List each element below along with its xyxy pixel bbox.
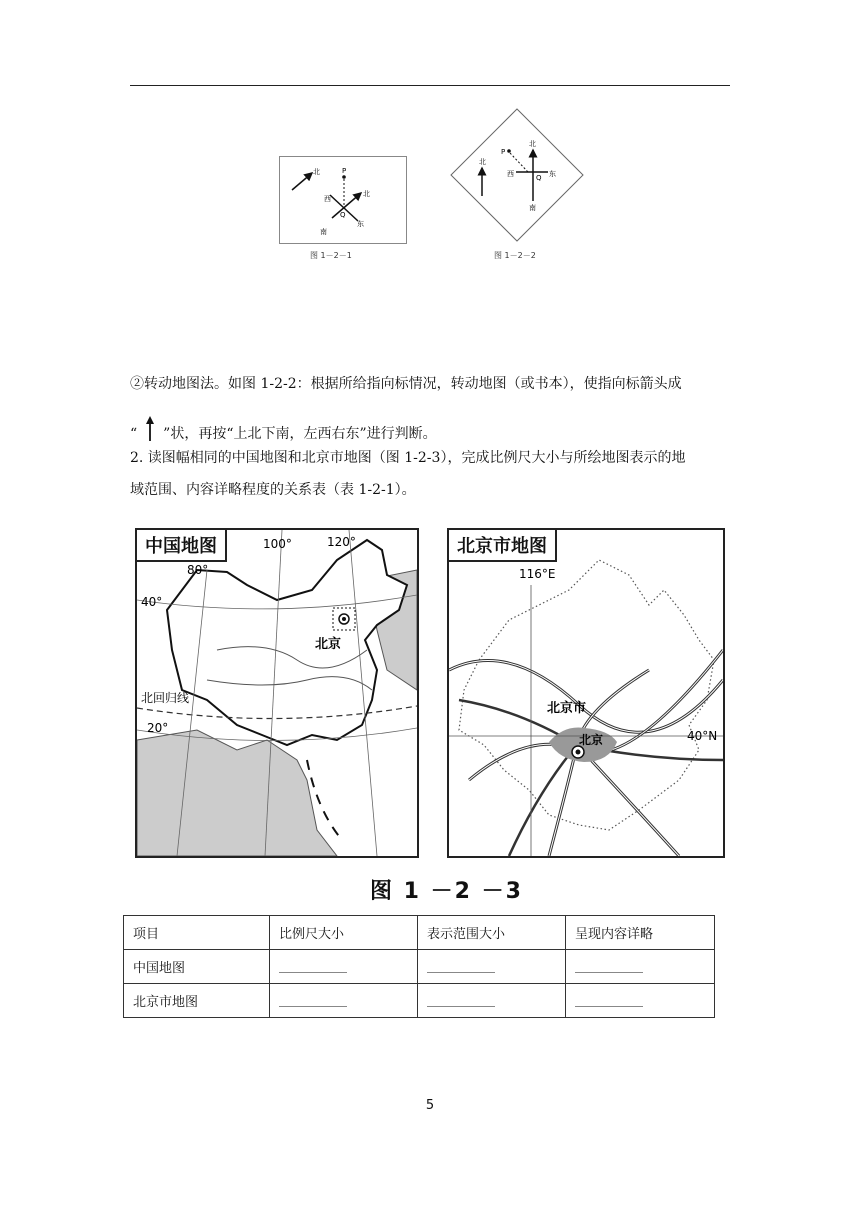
compass-diagram-2 (448, 106, 586, 244)
header-detail: 呈现内容详略 (566, 916, 715, 950)
figure-1-2-1 (279, 156, 407, 244)
south-label: 南 (320, 228, 327, 236)
north-label: 北 (529, 140, 536, 148)
lon-80-label: 80° (187, 563, 209, 577)
paragraph-question-2: 2. 读图幅相同的中国地图和北京市地图（图 1-2-3），完成比例尺大小与所绘地图表示的地 (130, 450, 686, 466)
road-5 (509, 745, 577, 856)
row-name: 北京市地图 (124, 984, 270, 1018)
west-label: 西 (507, 170, 514, 178)
north-label: 北 (363, 190, 370, 198)
table-row (124, 950, 715, 984)
beijing-boundary (459, 560, 714, 830)
point-p (507, 149, 511, 153)
east-label: 东 (357, 220, 364, 228)
beijing-map (447, 528, 725, 858)
table-row (124, 984, 715, 1018)
ns-axis (332, 193, 361, 218)
point-p-label: P (342, 167, 347, 175)
tropic-label: 北回归线 (141, 691, 190, 705)
lat-20-label: 20° (147, 721, 169, 735)
north-arrow (292, 173, 312, 190)
paragraph-arrow-shape (130, 416, 437, 444)
relation-table (123, 915, 715, 1018)
lat-label: 40°N (687, 729, 718, 743)
west-label: 西 (324, 195, 331, 203)
answer-blank[interactable] (279, 994, 347, 1007)
answer-cell[interactable] (270, 984, 418, 1018)
open-quote: “ (130, 426, 138, 442)
header-scale: 比例尺大小 (270, 916, 418, 950)
header-range: 表示范围大小 (418, 916, 566, 950)
table-header-row (124, 916, 715, 950)
answer-blank[interactable] (575, 960, 643, 973)
answer-blank[interactable] (575, 994, 643, 1007)
compass-diagram-1 (280, 157, 406, 243)
answer-blank[interactable] (279, 960, 347, 973)
figure-1-2-1-caption: 图 1－2－1 (310, 251, 352, 260)
lon-label: 116°E (519, 567, 556, 581)
china-map-graphic (137, 530, 417, 856)
answer-cell[interactable] (566, 984, 715, 1018)
point-p-label: P (501, 148, 506, 156)
figure-1-2-2-caption: 图 1－2－2 (494, 251, 536, 260)
point-p (342, 175, 346, 179)
figure-1-2-2 (448, 106, 586, 244)
arrow-instruction: ”状，再按“上北下南，左西右东”进行判断。 (163, 426, 437, 442)
header-rule (130, 85, 730, 86)
north-arrow-label: 北 (479, 158, 486, 166)
point-q-label: Q (340, 211, 346, 219)
region-label: 北京市 (547, 701, 587, 716)
answer-cell[interactable] (418, 984, 566, 1018)
north-arrow-label: 北 (313, 168, 320, 176)
southeast-asia-land (137, 730, 337, 856)
answer-cell[interactable] (270, 950, 418, 984)
beijing-map-title: 北京市地图 (447, 528, 557, 562)
beijing-label: 北京 (315, 637, 342, 652)
row-name: 中国地图 (124, 950, 270, 984)
lat-40-label: 40° (141, 595, 163, 609)
east-label: 东 (549, 170, 556, 178)
page-number: 5 (425, 1098, 435, 1113)
paragraph-question-2-cont: 域范围、内容详略程度的关系表（表 1-2-1）。 (130, 482, 416, 498)
answer-blank[interactable] (427, 960, 495, 973)
answer-blank[interactable] (427, 994, 495, 1007)
paragraph-rotate-map: ②转动地图法。如图 1-2-2：根据所给指向标情况，转动地图（或书本），使指向标箭头成 (130, 376, 682, 392)
beijing-map-graphic (449, 530, 723, 856)
answer-cell[interactable] (418, 950, 566, 984)
up-arrow-icon (137, 416, 163, 442)
figure-1-2-3-caption: 图 1 －2 －3 (370, 879, 523, 904)
answer-cell[interactable] (566, 950, 715, 984)
south-label: 南 (529, 204, 536, 212)
lon-120-label: 120° (327, 535, 356, 549)
point-q-label: Q (536, 174, 542, 182)
lon-100-label: 100° (263, 537, 292, 551)
china-map-title: 中国地图 (135, 528, 227, 562)
header-item: 项目 (124, 916, 270, 950)
rotated-frame (451, 109, 583, 241)
china-map (135, 528, 419, 858)
city-label: 北京 (579, 733, 604, 747)
